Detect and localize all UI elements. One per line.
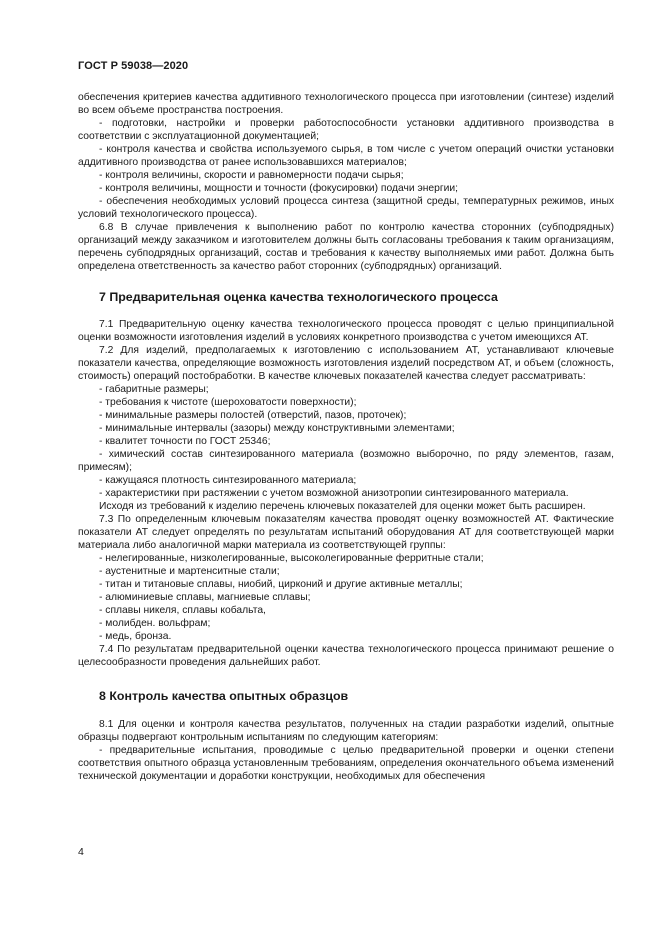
intro-paragraphs (78, 91, 614, 273)
section-7-heading: 7 Предварительная оценка качества технологического процесса (99, 290, 498, 304)
paragraph: 7.1 Предварительную оценку качества технологического процесса проводят с целью принципиальной оценки возможности изготовления изделий в условиях конкретного производства с учетом имеющихся АТ. (78, 319, 614, 343)
paragraph: Исходя из требований к изделию перечень ключевых показателей для оценки может быть расширен. (99, 501, 586, 512)
paragraph: - минимальные размеры полостей (отверстий, пазов, проточек); (99, 410, 407, 421)
paragraph: 7.2 Для изделий, предполагаемых к изготовлению с использованием АТ, устанавливают ключевые показатели качества, определяющие возможность изготовления изделий посредством АТ, и объем (сложность, стоимость) операций постобработки. В качестве ключевых показателей качества следует рассматривать: (78, 345, 614, 382)
paragraph: - медь, бронза. (99, 631, 172, 642)
paragraph: 7.3 По определенным ключевым показателям качества проводят оценку возможностей АТ. Фактические показатели АТ следует определять по результатам испытаний оборудования АТ для соответствующей марки материала либо аналогичной марки материала из соответствующей группы: (78, 514, 614, 551)
paragraph: - контроля величины, мощности и точности (фокусировки) подачи энергии; (99, 183, 458, 194)
section-7-paragraphs (78, 318, 614, 669)
paragraph: - кажущаяся плотность синтезированного материала; (99, 475, 357, 486)
page-number: 4 (78, 846, 84, 858)
paragraph: - квалитет точности по ГОСТ 25346; (99, 436, 271, 447)
paragraph: - предварительные испытания, проводимые с целью предварительной проверки и оценки степени соответствия опытного образца установленным требованиям, определения окончательного объема изменений технической документации и доработки конструкции, необходимых для обеспечения (78, 745, 614, 782)
paragraph: обеспечения критериев качества аддитивного технологического процесса при изготовлении (синтезе) изделий во всем объеме пространства построения. (78, 92, 614, 116)
paragraph: 7.4 По результатам предварительной оценки качества технологического процесса принимают решение о целесообразности проведения дальнейших работ. (78, 644, 614, 668)
paragraph: - титан и титановые сплавы, ниобий, цирконий и другие активные металлы; (99, 579, 463, 590)
paragraph: - габаритные размеры; (99, 384, 209, 395)
paragraph: - контроля качества и свойства используемого сырья, в том числе с учетом операций очистки установки аддитивного производства от ранее использовавшихся материалов; (78, 144, 614, 168)
paragraph: - химический состав синтезированного материала (возможно выборочно, по ряду элементов, газам, примесям); (78, 449, 614, 473)
paragraph: - сплавы никеля, сплавы кобальта, (99, 605, 266, 616)
paragraph: - характеристики при растяжении с учетом возможной анизотропии синтезированного материала. (99, 488, 569, 499)
paragraph: - алюминиевые сплавы, магниевые сплавы; (99, 592, 311, 603)
page-content (78, 91, 614, 783)
paragraph: - контроля величины, скорости и равномерности подачи сырья; (99, 170, 404, 181)
paragraph: 6.8 В случае привлечения к выполнению работ по контролю качества сторонних (субподрядных) организаций между заказчиком и изготовителем должны быть согласованы требования к таким организациям, перечень субподрядных организаций, состав и требования к качеству выполняемых ими работ. Должна быть определена ответственность за качество работ сторонних (субподрядных) организаций. (78, 222, 614, 272)
paragraph: - обеспечения необходимых условий процесса синтеза (защитной среды, температурных режимов, иных условий технологического процесса). (78, 196, 614, 220)
paragraph: - нелегированные, низколегированные, высоколегированные ферритные стали; (99, 553, 484, 564)
paragraph: 8.1 Для оценки и контроля качества результатов, полученных на стадии разработки изделий, опытные образцы подвергают контрольным испытаниям по следующим категориям: (78, 719, 614, 743)
paragraph: - требования к чистоте (шероховатости поверхности); (99, 397, 357, 408)
document-header: ГОСТ Р 59038—2020 (78, 60, 189, 72)
paragraph: - минимальные интервалы (зазоры) между конструктивными элементами; (99, 423, 455, 434)
paragraph: - подготовки, настройки и проверки работоспособности установки аддитивного производства в соответствии с эксплуатационной документацией; (78, 118, 614, 142)
paragraph: - аустенитные и мартенситные стали; (99, 566, 280, 577)
paragraph: - молибден. вольфрам; (99, 618, 211, 629)
section-8-paragraphs (78, 718, 614, 783)
section-8-heading: 8 Контроль качества опытных образцов (99, 689, 349, 703)
